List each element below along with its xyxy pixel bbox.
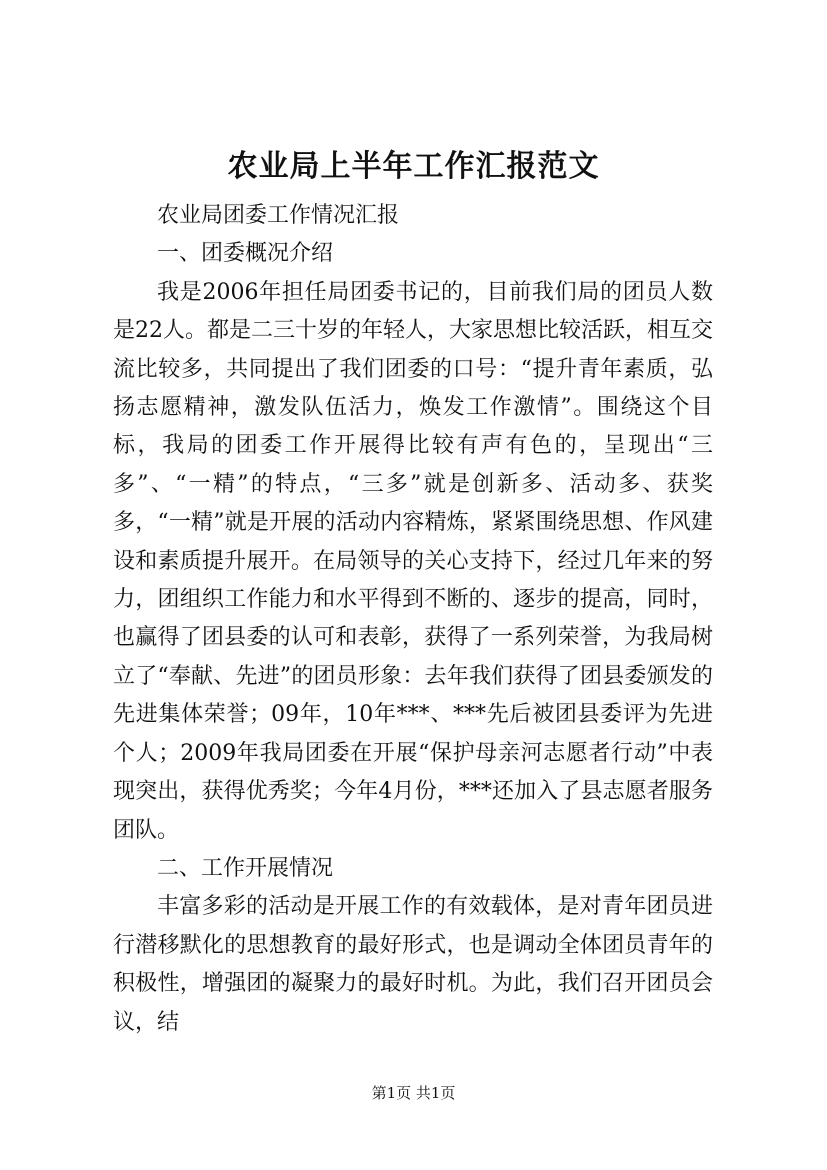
body-paragraph-2: 丰富多彩的活动是开展工作的有效载体，是对青年团员进行潜移默化的思想教育的最好形式，也是调动全体团员青年的积极性，增强团的凝聚力的最好时机。为此，我们召开团员会议，结 [113, 894, 713, 1035]
subtitle-paragraph: 农业局团委工作情况汇报 [157, 203, 400, 228]
document-title: 农业局上半年工作汇报范文 [227, 149, 600, 184]
page-footer: 第1页 共1页 [371, 1084, 456, 1102]
document-body [113, 197, 713, 1042]
section-heading-2: 二、工作开展情况 [157, 855, 334, 881]
section-heading-1: 一、团委概况介绍 [157, 241, 334, 267]
body-paragraph-1: 我是2006年担任局团委书记的，目前我们局的团员人数是22人。都是二三十岁的年轻人，大家思想比较活跃，相互交流比较多，共同提出了我们团委的口号：“提升青年素质，弘扬志愿精神，激发队伍活力，焕发工作激情”。围绕这个目标，我局的团委工作开展得比较有声有色的，呈现出“三多”、“一精”的特点，“三多”就是创新多、活动多、获奖多，“一精”就是开展的活动内容精炼，紧紧围绕思想、作风建设和素质提升展开。在局领导的关心支持下，经过几年来的努力，团组织工作能力和水平得到不断的、逐步的提高，同时，也赢得了团县委的认可和表彰，获得了一系列荣誉，为我局树立了“奉献、先进”的团员形象：去年我们获得了团县委颁发的先进集体荣誉；09年，10年***、***先后被团县委评为先进个人；2009年我局团委在开展“保护母亲河志愿者行动”中表现突出，获得优秀奖；今年4月份，***还加入了县志愿者服务团队。 [113, 279, 713, 843]
